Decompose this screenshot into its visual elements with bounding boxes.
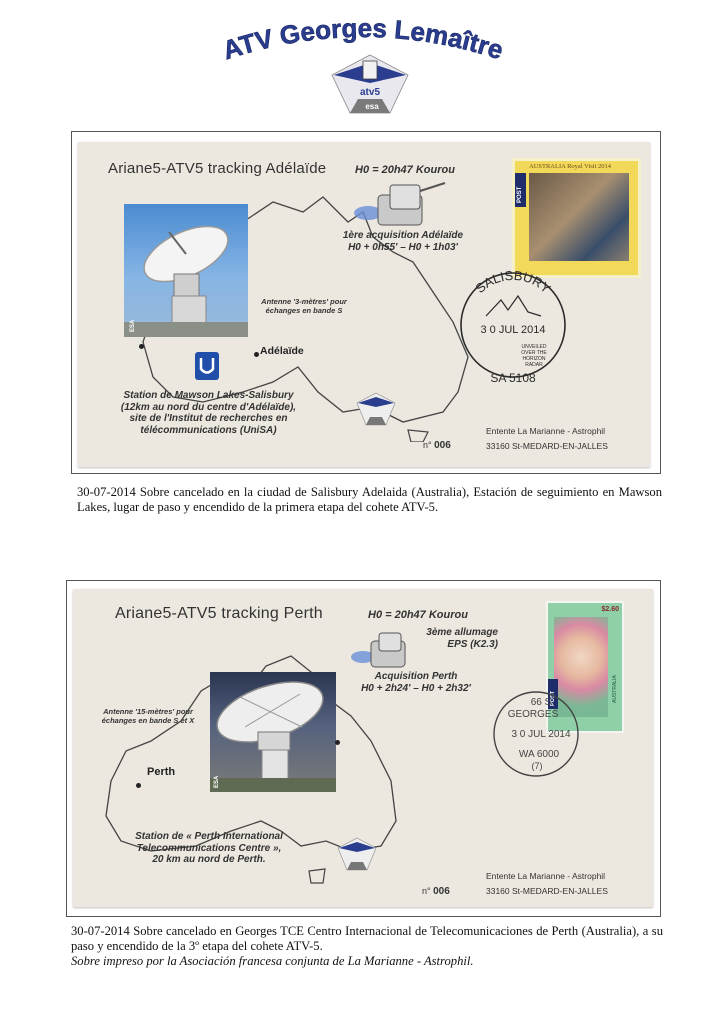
photo-credit: ESA (130, 319, 136, 332)
cover1-sender (486, 424, 608, 455)
cover1-station (96, 390, 321, 436)
cover1-title: Ariane5-ATV5 tracking Adélaïde (108, 160, 327, 177)
cover2-title: Ariane5-ATV5 tracking Perth (115, 605, 323, 622)
number-value: 006 (434, 440, 451, 451)
cover1-envelope (78, 142, 650, 467)
stamp-post-label: POST (517, 186, 523, 203)
antenna-line2: échanges en bande S (265, 306, 343, 315)
title-text: ATV Georges Lemaître (218, 12, 507, 66)
cover2-antenna-note (93, 707, 203, 725)
stamp-header: AUSTRALIA Royal Visit 2014 (529, 163, 612, 170)
cover1-number (423, 440, 451, 451)
cover2-h0: H0 = 20h47 Kourou (368, 609, 468, 621)
postmark-motto1: UNVEILED (521, 344, 547, 350)
photo-credit: ESA (214, 775, 220, 788)
logo-sub: esa (365, 102, 379, 111)
stamp-post-label: POST (550, 691, 556, 706)
antenna-line1: Antenne '3-mètres' pour (261, 297, 347, 306)
ignition-line1: 3ème allumage (426, 627, 498, 638)
antenna-line1: Antenne '15-mètres' pour (103, 707, 193, 716)
caption-2-text: 30-07-2014 Sobre cancelado en Georges TCE Centro Internacional de Telecomunicaciones de Perth (Australia), a su paso y encendido de la 3º etapa del cohete ATV-5. (71, 924, 663, 953)
station-line2: (12km au nord du centre d'Adélaïde), (120, 401, 297, 413)
postmark-sub: (7) (531, 761, 543, 771)
cover2-number (422, 886, 450, 897)
acquisition-line2: H0 + 2h24' – H0 + 2h32' (361, 682, 471, 694)
antenna-line2: échanges en bande S et X (101, 716, 195, 725)
cover1-dish-photo (124, 204, 248, 337)
postmark-town: SALISBURY (472, 267, 554, 297)
cover2-dish-photo (210, 672, 336, 792)
acquisition-line1: Acquisition Perth (374, 671, 458, 682)
station-line4: télécommunications (UniSA) (140, 424, 277, 436)
postmark-date: 3 0 JUL 2014 (511, 729, 571, 740)
atv5-logo (330, 53, 410, 115)
number-label: n° (422, 886, 431, 896)
location-dot (335, 740, 340, 745)
postmark-town1: 66 S (530, 697, 552, 708)
location-dot (254, 352, 259, 357)
logo-text: atv5 (359, 87, 381, 98)
atv-spacecraft-icon (350, 177, 450, 232)
postmark-motto4: RADAR (525, 362, 543, 368)
sender-line1: Entente La Marianne - Astrophil (486, 871, 606, 881)
cover2-postmark (481, 679, 591, 789)
postmark-code: WA 6000 (518, 749, 560, 760)
postmark-town2: GEORGES (507, 709, 559, 720)
stamp-value: $2.60 (601, 606, 619, 613)
ignition-line2: EPS (K2.3) (447, 638, 498, 650)
cover1-antenna-note (254, 297, 354, 315)
number-label: n° (423, 440, 432, 450)
station-line2: Telecommunications Centre », (136, 842, 282, 854)
caption-1: 30-07-2014 Sobre cancelado en la ciudad de Salisbury Adelaida (Australia), Estación de seguimiento en Mawson Lakes, lugar de paso y encendido de la primera etapa del cohete ATV-5. (77, 485, 662, 514)
sender-line2: 33160 St-MEDARD-EN-JALLES (486, 441, 608, 452)
location-dot (139, 344, 144, 349)
location-dot (136, 783, 141, 788)
cover2-place: Perth (147, 766, 176, 778)
station-line1: Station de Mawson Lakes-Salisbury (123, 390, 294, 401)
stamp-photo (529, 173, 629, 261)
caption-2-italic: Sobre impreso por la Asociación francesa conjunta de La Marianne - Astrophil. (71, 954, 474, 968)
sender-line1: Entente La Marianne - Astrophil (486, 426, 606, 436)
stamp-country: AUSTRALIA (612, 675, 618, 703)
station-line1: Station de « Perth International (135, 831, 283, 842)
atv5-small-logo (337, 837, 377, 871)
caption-2 (71, 924, 663, 969)
acquisition-line1: 1ère acquisition Adélaïde (342, 230, 464, 241)
station-line3: site de l'Institut de recherches en (129, 413, 288, 424)
unisa-logo (195, 352, 219, 380)
postmark-date: 3 0 JUL 2014 (480, 324, 546, 336)
postmark-motto3: HORIZON (522, 356, 546, 362)
cover1-acquisition (328, 230, 478, 253)
svg-text:SALISBURY (472, 268, 553, 296)
acquisition-line2: H0 + 0h55' – H0 + 1h03' (348, 241, 458, 253)
cover1-h0: H0 = 20h47 Kourou (355, 164, 455, 176)
cover1-postmark (446, 258, 581, 393)
atv5-small-logo (356, 392, 396, 426)
cover2-station (109, 831, 309, 866)
cover2-acquisition (341, 671, 491, 694)
cover2-sender (486, 869, 608, 900)
number-value: 006 (433, 886, 450, 897)
cover2-ignition (403, 627, 498, 650)
postmark-code: SA 5108 (490, 371, 536, 385)
cover2-envelope (73, 589, 653, 907)
cover1-place: Adélaïde (260, 345, 304, 357)
station-line3: 20 km au nord de Perth. (152, 854, 266, 865)
stamp-post-badge (515, 173, 526, 207)
sender-line2: 33160 St-MEDARD-EN-JALLES (486, 886, 608, 897)
postmark-motto2: OVER THE (521, 350, 547, 356)
